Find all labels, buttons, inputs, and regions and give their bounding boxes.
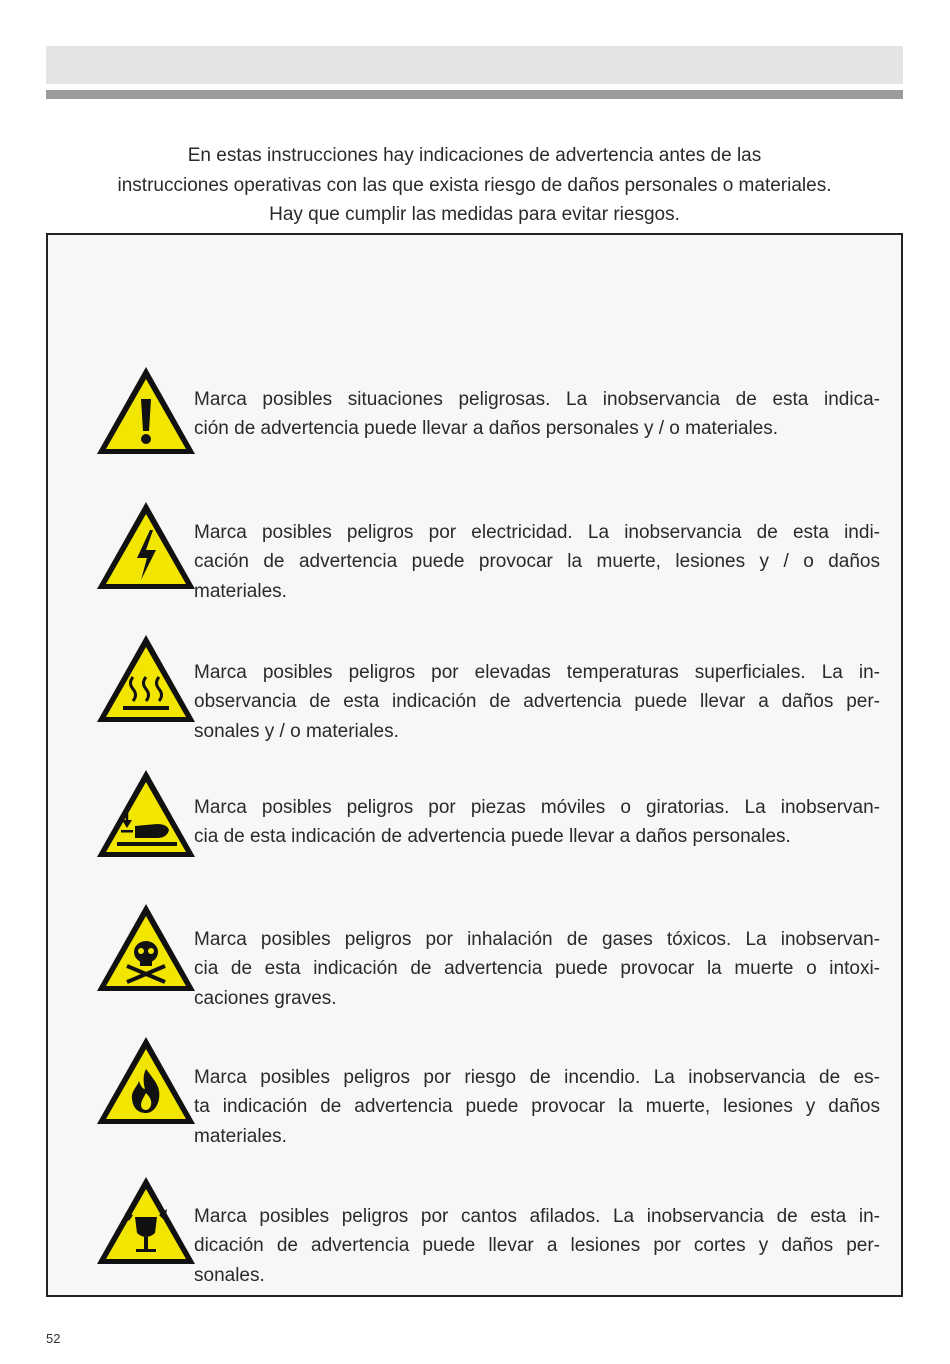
warning-text-line: Marca posibles peligros por piezas móviles o giratorias. La inobservan-	[194, 797, 880, 818]
fire-flame-icon	[95, 1035, 197, 1127]
warning-text-line: cia de esta indicación de advertencia puede provocar la muerte o intoxi-	[194, 958, 880, 980]
warning-text-line: observancia de esta indicación de advertencia puede llevar a daños per-	[194, 691, 880, 713]
header-rule	[46, 90, 903, 99]
warning-text	[194, 1202, 880, 1290]
warning-text-line: ción de advertencia puede llevar a daños personales y / o materiales.	[194, 418, 779, 440]
warning-text-line: Marca posibles peligros por elevadas temperaturas superficiales. La in-	[194, 662, 880, 683]
warning-text-line: Marca posibles peligros por cantos afilados. La inobservancia de esta in-	[194, 1206, 880, 1227]
hot-surface-icon	[95, 633, 197, 725]
toxic-gas-skull-icon	[95, 902, 197, 994]
warning-text	[194, 793, 880, 852]
warning-text	[194, 518, 880, 606]
header-band	[46, 46, 903, 84]
electricity-icon	[95, 500, 197, 592]
warning-text	[194, 385, 880, 444]
general-danger-icon	[95, 365, 197, 457]
warning-signs-box	[46, 233, 903, 1297]
warning-text-line: Marca posibles peligros por electricidad. La inobservancia de esta indi-	[194, 522, 880, 543]
warning-text-line: caciones graves.	[194, 987, 337, 1009]
warning-text-line: cia de esta indicación de advertencia puede llevar a daños personales.	[194, 826, 791, 848]
intro-paragraph	[46, 141, 903, 230]
intro-line: Hay que cumplir las medidas para evitar riesgos.	[269, 204, 680, 225]
page-number: 52	[46, 1331, 61, 1346]
intro-line: En estas instrucciones hay indicaciones de advertencia antes de las	[187, 145, 762, 166]
warning-text-line: sonales y / o materiales.	[194, 720, 399, 742]
warning-text-line: sonales.	[194, 1264, 265, 1286]
warning-text-line: Marca posibles peligros por inhalación de gases tóxicos. La inobservan-	[194, 929, 880, 950]
warning-text	[194, 1063, 880, 1151]
warning-text-line: ta indicación de advertencia puede provocar la muerte, lesiones y daños	[194, 1096, 880, 1118]
sharp-edges-icon	[95, 1175, 197, 1267]
warning-text-line: cación de advertencia puede provocar la muerte, lesiones y / o daños	[194, 551, 880, 573]
warning-text-line: Marca posibles situaciones peligrosas. La inobservancia de esta indica-	[194, 389, 880, 410]
warning-text-line: materiales.	[194, 1125, 287, 1147]
warning-text-line: dicación de advertencia puede llevar a lesiones por cortes y daños per-	[194, 1235, 880, 1257]
warning-text	[194, 658, 880, 746]
warning-text-line: materiales.	[194, 580, 287, 602]
warning-text	[194, 925, 880, 1013]
intro-line: instrucciones operativas con las que exista riesgo de daños personales o materiales.	[117, 174, 832, 196]
warning-text-line: Marca posibles peligros por riesgo de incendio. La inobservancia de es-	[194, 1067, 880, 1088]
moving-parts-hand-icon	[95, 768, 197, 860]
